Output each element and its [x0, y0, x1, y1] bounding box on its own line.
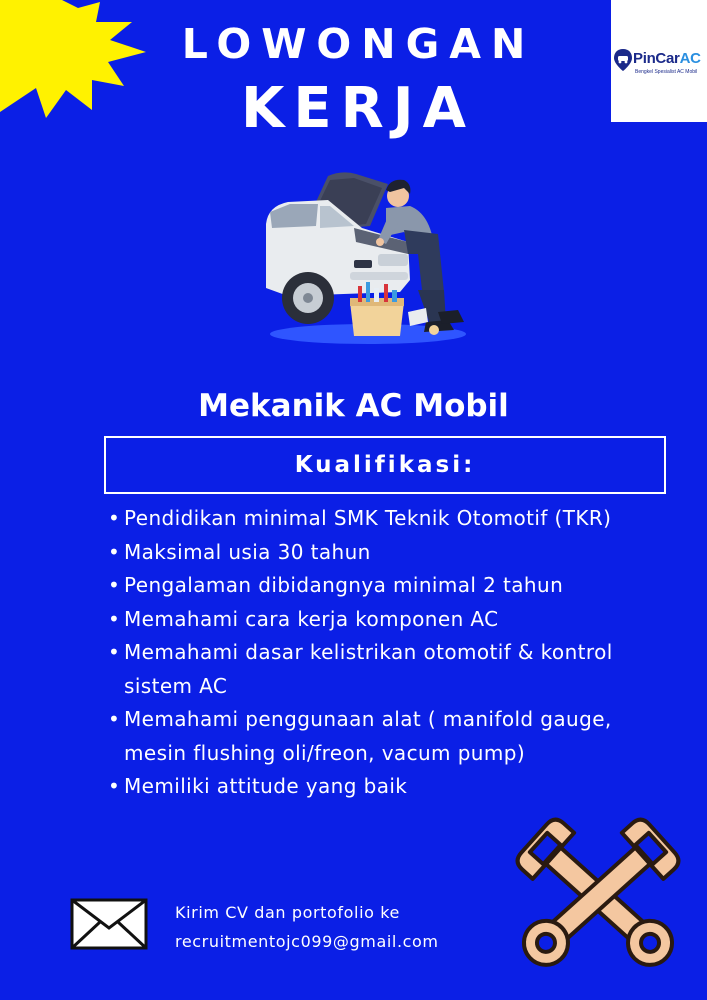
qualification-list — [106, 502, 646, 804]
qualification-heading: Kualifikasi: — [294, 452, 476, 478]
logo-name: PinCarAC — [633, 50, 701, 67]
envelope-icon — [70, 898, 148, 950]
crossed-wrenches-icon — [508, 815, 688, 977]
list-item: • Memahami penggunaan alat ( manifold gauge, mesin flushing oli/freon, vacum pump) — [106, 703, 646, 770]
contact-info — [175, 898, 439, 956]
contact-instruction: Kirim CV dan portofolio ke — [175, 903, 400, 922]
logo-tagline: Bengkel Spesialist AC Mobil — [635, 69, 698, 75]
list-item: • Memiliki attitude yang baik — [106, 770, 646, 804]
mechanic-car-illustration — [258, 162, 470, 350]
list-item: • Memahami cara kerja komponen AC — [106, 603, 646, 637]
job-title: Mekanik AC Mobil — [198, 388, 509, 424]
qualification-heading-box — [104, 436, 666, 494]
list-item: • Pengalaman dibidangnya minimal 2 tahun — [106, 569, 646, 603]
title-line-1: LOWONGAN — [181, 20, 536, 68]
list-item: • Maksimal usia 30 tahun — [106, 536, 646, 570]
contact-email[interactable]: recruitmentojc099@gmail.com — [175, 932, 439, 951]
list-item: • Pendidikan minimal SMK Teknik Otomotif (TKR) — [106, 502, 646, 536]
list-item: • Memahami dasar kelistrikan otomotif & kontrol sistem AC — [106, 636, 646, 703]
title-line-2: KERJA — [241, 76, 475, 141]
